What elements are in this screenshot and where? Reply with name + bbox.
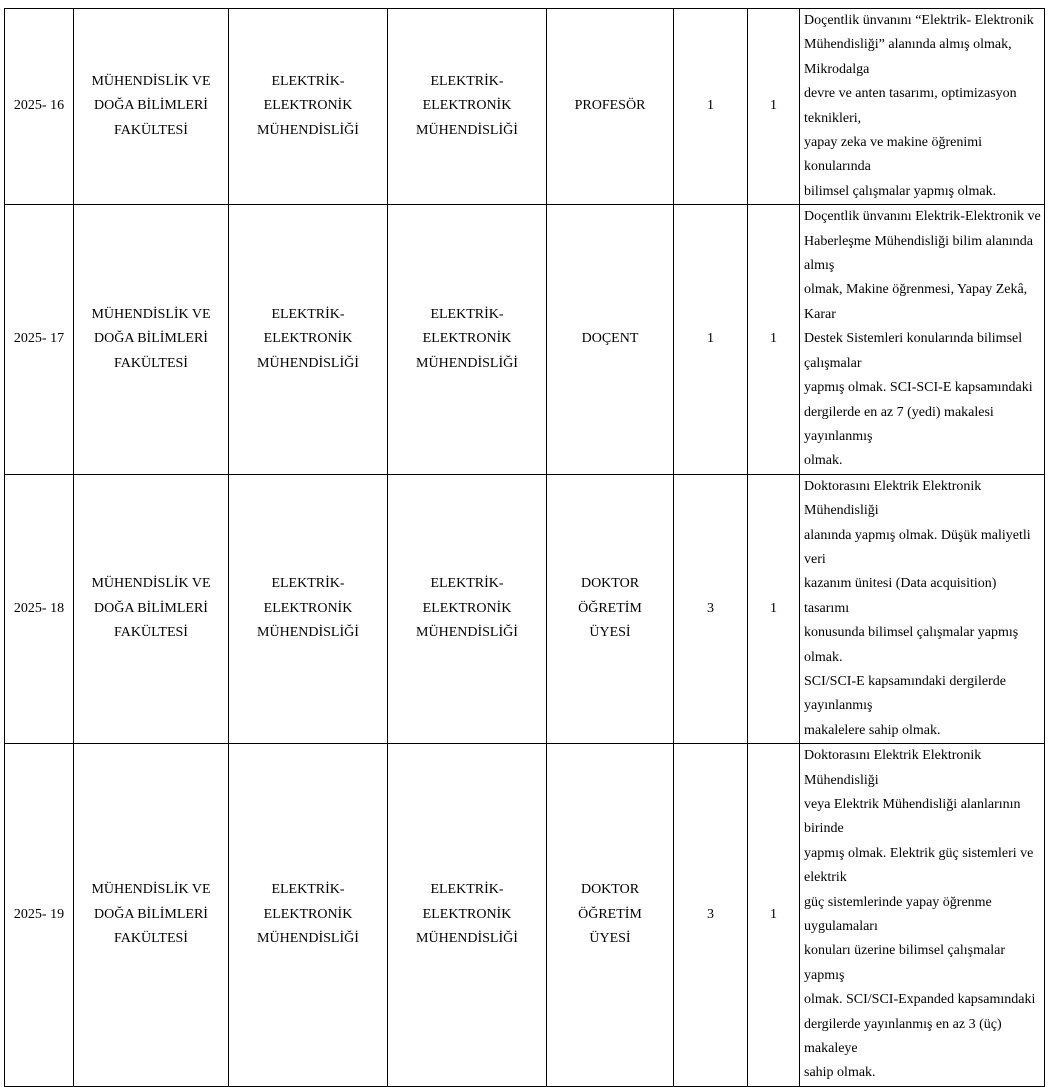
degree-text: 3: [707, 906, 714, 922]
program-cell: [388, 474, 547, 743]
degree-cell: [674, 744, 748, 1087]
program-cell: [388, 9, 547, 205]
title-text: PROFESÖR: [574, 98, 646, 114]
faculty-cell: [74, 474, 229, 743]
title-cell: [547, 744, 674, 1087]
title-cell: [547, 474, 674, 743]
program-text: ELEKTRİK- ELEKTRONİK MÜHENDİSLİĞİ: [416, 882, 518, 947]
degree-text: 1: [707, 98, 714, 114]
department-cell: [229, 744, 388, 1087]
faculty-cell: [74, 744, 229, 1087]
degree-text: 3: [707, 600, 714, 616]
table-row: [5, 205, 1045, 474]
count-cell: [748, 474, 800, 743]
requirements-text: Doçentlik ünvanını Elektrik-Elektronik ve Haberleşme Mühendisliği bilim alanında almış olmak, Makine öğrenmesi, Yapay Zekâ, Karar Destek Sistemleri konularında bilimsel çalışmalar yapmış olmak. SCI-SCI-E kapsamındaki dergilerde en az 7 (yedi) makalesi yayınlanmış olmak.: [804, 209, 1041, 469]
faculty-text: MÜHENDİSLİK VE DOĞA BİLİMLERİ FAKÜLTESİ: [91, 882, 211, 947]
position-code-text: 2025- 18: [13, 600, 65, 616]
requirements-text: Doktorasını Elektrik Elektronik Mühendisliği alanında yapmış olmak. Düşük maliyetli veri kazanım ünitesi (Data acquisition) tasarımı konusunda bilimsel çalışmalar yapmış olmak. SCI/SCI-E kapsamındaki dergilerde yayınlanmış makalelere sahip olmak.: [804, 478, 1031, 738]
title-text: DOÇENT: [581, 331, 639, 347]
count-cell: [748, 9, 800, 205]
position-code-text: 2025- 16: [13, 98, 65, 114]
count-text: 1: [770, 331, 777, 347]
department-text: ELEKTRİK- ELEKTRONİK MÜHENDİSLİĞİ: [257, 306, 359, 371]
count-text: 1: [770, 98, 777, 114]
title-text: DOKTOR ÖĞRETİM ÜYESİ: [578, 576, 642, 641]
count-cell: [748, 205, 800, 474]
program-text: ELEKTRİK- ELEKTRONİK MÜHENDİSLİĞİ: [416, 576, 518, 641]
requirements-cell: [800, 205, 1045, 474]
faculty-text: MÜHENDİSLİK VE DOĞA BİLİMLERİ FAKÜLTESİ: [91, 576, 211, 641]
count-cell: [748, 744, 800, 1087]
position-code: [5, 205, 74, 474]
requirements-text: Doçentlik ünvanını “Elektrik- Elektronik Mühendisliği” alanında almış olmak, Mikrodalga devre ve anten tasarımı, optimizasyon teknikleri, yapay zeka ve makine öğrenimi konularında bilimsel çalışmalar yapmış olmak.: [804, 13, 1034, 199]
department-text: ELEKTRİK- ELEKTRONİK MÜHENDİSLİĞİ: [257, 882, 359, 947]
program-cell: [388, 205, 547, 474]
position-code-text: 2025- 17: [13, 331, 65, 347]
title-text: DOKTOR ÖĞRETİM ÜYESİ: [578, 882, 642, 947]
table-row: [5, 474, 1045, 743]
count-text: 1: [770, 906, 777, 922]
department-text: ELEKTRİK- ELEKTRONİK MÜHENDİSLİĞİ: [257, 576, 359, 641]
faculty-cell: [74, 205, 229, 474]
department-cell: [229, 9, 388, 205]
faculty-text: MÜHENDİSLİK VE DOĞA BİLİMLERİ FAKÜLTESİ: [91, 306, 211, 371]
faculty-text: MÜHENDİSLİK VE DOĞA BİLİMLERİ FAKÜLTESİ: [91, 73, 211, 138]
requirements-cell: [800, 744, 1045, 1087]
program-text: ELEKTRİK- ELEKTRONİK MÜHENDİSLİĞİ: [416, 306, 518, 371]
positions-table: [4, 8, 1045, 1087]
program-cell: [388, 744, 547, 1087]
position-code-text: 2025- 19: [13, 906, 65, 922]
department-text: ELEKTRİK- ELEKTRONİK MÜHENDİSLİĞİ: [257, 73, 359, 138]
position-code: [5, 744, 74, 1087]
table-row: [5, 744, 1045, 1087]
program-text: ELEKTRİK- ELEKTRONİK MÜHENDİSLİĞİ: [416, 73, 518, 138]
table-row: [5, 9, 1045, 205]
title-cell: [547, 205, 674, 474]
department-cell: [229, 474, 388, 743]
degree-cell: [674, 205, 748, 474]
degree-cell: [674, 474, 748, 743]
requirements-text: Doktorasını Elektrik Elektronik Mühendisliği veya Elektrik Mühendisliği alanlarının birinde yapmış olmak. Elektrik güç sistemleri ve elektrik güç sistemlerinde yapay öğrenme uygulamaları konuları üzerine bilimsel çalışmalar yapmış olmak. SCI/SCI-Expanded kapsamındaki dergilerde yayınlanmış en az 3 (üç) makaleye sahip olmak.: [804, 748, 1036, 1081]
requirements-cell: [800, 474, 1045, 743]
position-code: [5, 9, 74, 205]
title-cell: [547, 9, 674, 205]
count-text: 1: [770, 600, 777, 616]
faculty-cell: [74, 9, 229, 205]
degree-cell: [674, 9, 748, 205]
position-code: [5, 474, 74, 743]
degree-text: 1: [707, 331, 714, 347]
requirements-cell: [800, 9, 1045, 205]
department-cell: [229, 205, 388, 474]
